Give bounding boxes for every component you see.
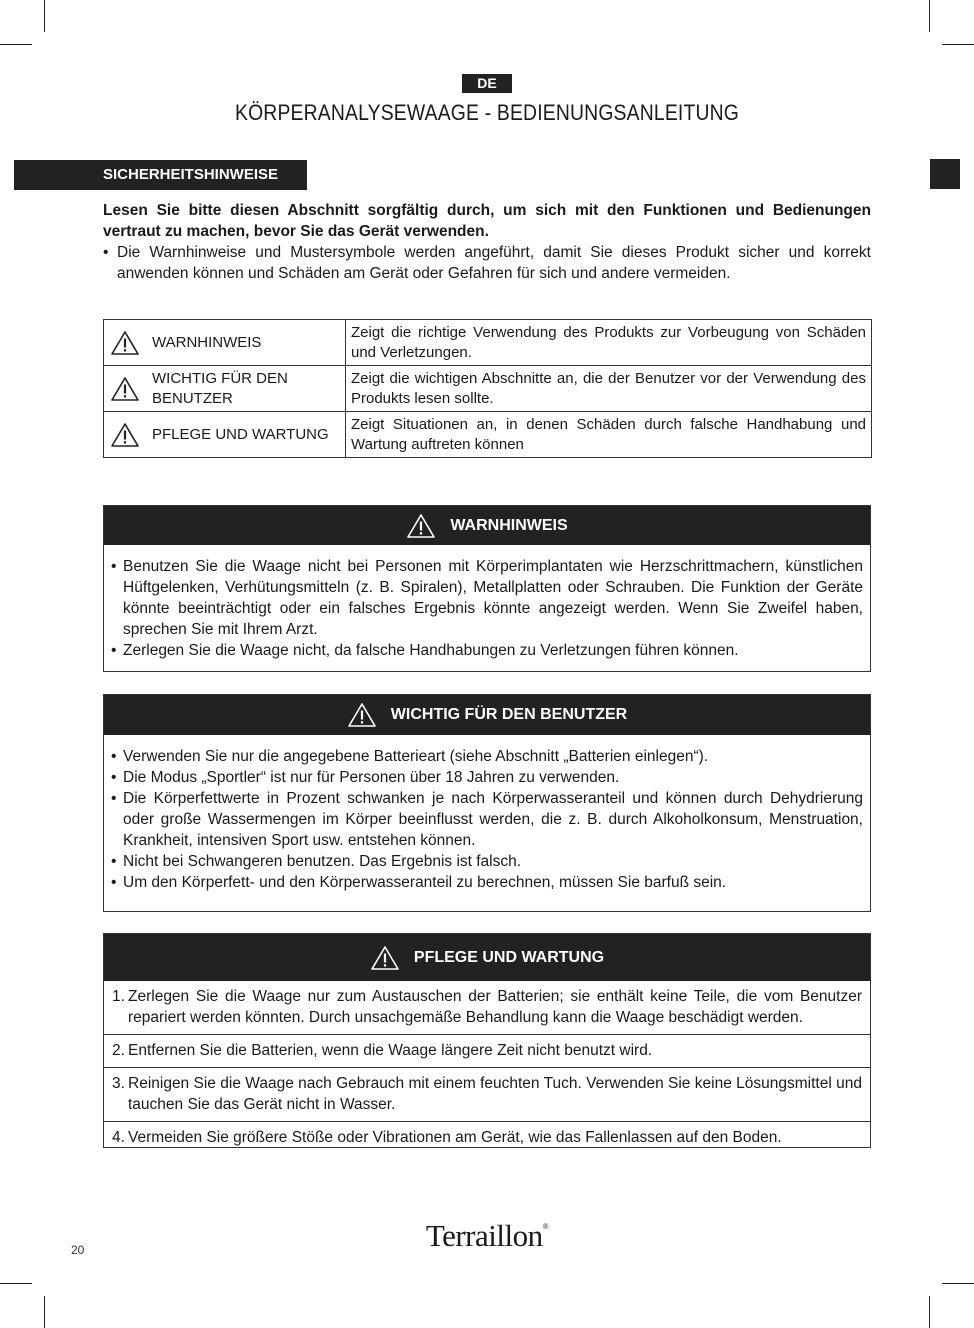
crop-mark <box>942 1283 974 1284</box>
legend-key <box>104 412 346 458</box>
bullet-dot: • <box>103 244 109 261</box>
numbered-item <box>104 981 870 1034</box>
crop-mark <box>0 1283 32 1284</box>
item-text: Reinigen Sie die Waage nach Gebrauch mit einem feuchten Tuch. Verwenden Sie keine Lösungsmittel und tauchen Sie das Gerät nicht in Wasser. <box>128 1075 862 1113</box>
warning-box <box>103 505 871 672</box>
intro-bullet-text: Die Warnhinweise und Mustersymbole werden angeführt, damit Sie dieses Produkt sicher und korrekt anwenden können und Schäden am Gerät oder Gefahren für sich und andere vermeiden. <box>117 244 871 282</box>
list-item-text: Die Körperfettwerte in Prozent schwanken je nach Körperwasseranteil und können durch Dehydrierung oder große Wassermengen im Körper beeinflusst werden, die z. B. durch Alkoholkonsum, Menstruation, Krankheit, intensiven Sport usw. entstehen können. <box>123 790 863 849</box>
numbered-item <box>104 1034 870 1067</box>
item-text: Entfernen Sie die Batterien, wenn die Waage längere Zeit nicht benutzt wird. <box>128 1042 653 1059</box>
brand-name: Terraillon <box>425 1218 543 1253</box>
numbered-item <box>104 1067 870 1121</box>
list-item: • Um den Körperfett- und den Körperwasseranteil zu berechnen, müssen Sie barfuß sein. <box>111 874 727 891</box>
user-info-box-header <box>104 695 870 735</box>
warning-triangle-icon <box>347 702 377 728</box>
item-number: 3. <box>112 1075 125 1092</box>
care-box-title: PFLEGE UND WARTUNG <box>413 948 605 966</box>
section-heading: SICHERHEITSHINWEISE <box>14 160 307 190</box>
legend-description: Zeigt die wichtigen Abschnitte an, die der Benutzer vor der Verwendung des Produkts lesen sollte. <box>346 366 872 412</box>
page-title: KÖRPERANALYSEWAAGE - BEDIENUNGSANLEITUNG <box>234 100 740 125</box>
warning-box-header <box>104 506 870 545</box>
warning-box-title: WARNHINWEIS <box>450 516 568 534</box>
numbered-item <box>104 1121 870 1154</box>
list-item-text: Verwenden Sie nur die angegebene Batterieart (siehe Abschnitt „Batterien einlegen“). <box>123 748 709 765</box>
care-box <box>103 933 871 1148</box>
list-item: • Die Modus „Sportler“ ist nur für Personen über 18 Jahren zu verwenden. <box>111 769 620 786</box>
brand-logo <box>0 1218 974 1254</box>
list-item-text: Um den Körperfett- und den Körperwasseranteil zu berechnen, müssen Sie barfuß sein. <box>123 874 727 891</box>
legend-row <box>104 412 872 458</box>
item-text: Zerlegen Sie die Waage nur zum Austauschen der Batterien; sie enthält keine Teile, die vom Benutzer repariert werden könnten. Durch unsachgemäße Behandlung kann die Waage beschädigt werden. <box>128 988 862 1026</box>
warning-triangle-icon <box>406 513 436 539</box>
crop-mark <box>942 44 974 45</box>
language-badge: DE <box>462 74 512 93</box>
intro-text <box>103 200 871 284</box>
warning-triangle-icon <box>110 422 140 448</box>
list-item: • Benutzen Sie die Waage nicht bei Personen mit Körperimplantaten wie Herzschrittmachern, künstlichen Hüftgelenken, Verhütungsmitteln (z. B. Spiralen), Metallplatten oder Schrauben. Die Funktion der Geräte könnte beeinträchtigt oder ein falsches Ergebnis könnte angezeigt werden. Wenn Sie Zweifel haben, sprechen Sie mit Ihrem Arzt. <box>111 558 863 638</box>
item-number: 2. <box>112 1042 125 1059</box>
item-number: 1. <box>112 988 125 1005</box>
crop-mark <box>0 44 32 45</box>
list-item: • Verwenden Sie nur die angegebene Batterieart (siehe Abschnitt „Batterien einlegen“). <box>111 748 709 765</box>
legend-description: Zeigt Situationen an, in denen Schäden durch falsche Handhabung und Wartung auftreten können <box>346 412 872 458</box>
user-info-box <box>103 694 871 912</box>
warning-triangle-icon <box>110 330 140 356</box>
item-number: 4. <box>112 1129 125 1146</box>
legend-key <box>104 366 346 412</box>
crop-mark <box>929 0 930 32</box>
legend-row <box>104 320 872 366</box>
legend-row <box>104 366 872 412</box>
user-info-box-body <box>104 735 870 893</box>
page-number: 20 <box>71 1243 85 1257</box>
list-item-text: Zerlegen Sie die Waage nicht, da falsche Handhabungen zu Verletzungen führen können. <box>123 642 739 659</box>
care-box-header <box>104 934 870 981</box>
brand-registered-mark: ® <box>542 1222 549 1231</box>
legend-description: Zeigt die richtige Verwendung des Produkts zur Vorbeugung von Schäden und Verletzungen. <box>346 320 872 366</box>
warning-triangle-icon <box>370 945 400 971</box>
legend-label: WARNHINWEIS <box>152 333 262 351</box>
legend-key <box>104 320 346 366</box>
list-item-text: Nicht bei Schwangeren benutzen. Das Ergebnis ist falsch. <box>123 853 522 870</box>
intro-lead: Lesen Sie bitte diesen Abschnitt sorgfältig durch, um sich mit den Funktionen und Bedienungen vertraut zu machen, bevor Sie das Gerät verwenden. <box>103 202 871 240</box>
list-item: • Nicht bei Schwangeren benutzen. Das Ergebnis ist falsch. <box>111 853 522 870</box>
crop-mark <box>44 1296 45 1328</box>
symbol-legend-table <box>103 319 872 458</box>
legend-label: WICHTIG FÜR DEN BENUTZER <box>152 369 288 407</box>
crop-mark <box>44 0 45 32</box>
crop-mark <box>929 1296 930 1328</box>
list-item: • Die Körperfettwerte in Prozent schwanken je nach Körperwasseranteil und können durch Dehydrierung oder große Wassermengen im Körper beeinflusst werden, die z. B. durch Alkoholkonsum, Menstruation, Krankheit, intensiven Sport usw. entstehen können. <box>111 790 863 849</box>
list-item: • Zerlegen Sie die Waage nicht, da falsche Handhabungen zu Verletzungen führen können. <box>111 642 739 659</box>
item-text: Vermeiden Sie größere Stöße oder Vibrationen am Gerät, wie das Fallenlassen auf den Boden. <box>128 1129 782 1146</box>
user-info-box-title: WICHTIG FÜR DEN BENUTZER <box>390 706 628 723</box>
intro-bullet <box>103 242 871 284</box>
list-item-text: Die Modus „Sportler“ ist nur für Personen über 18 Jahren zu verwenden. <box>123 769 620 786</box>
side-tab-marker <box>930 159 960 189</box>
list-item-text: Benutzen Sie die Waage nicht bei Personen mit Körperimplantaten wie Herzschrittmachern, künstlichen Hüftgelenken, Verhütungsmitteln (z. B. Spiralen), Metallplatten oder Schrauben. Die Funktion der Geräte könnte beeinträchtigt oder ein falsches Ergebnis könnte angezeigt werden. Wenn Sie Zweifel haben, sprechen Sie mit Ihrem Arzt. <box>123 558 863 638</box>
warning-triangle-icon <box>110 376 140 402</box>
legend-label: PFLEGE UND WARTUNG <box>152 425 329 443</box>
warning-box-body <box>104 545 870 661</box>
